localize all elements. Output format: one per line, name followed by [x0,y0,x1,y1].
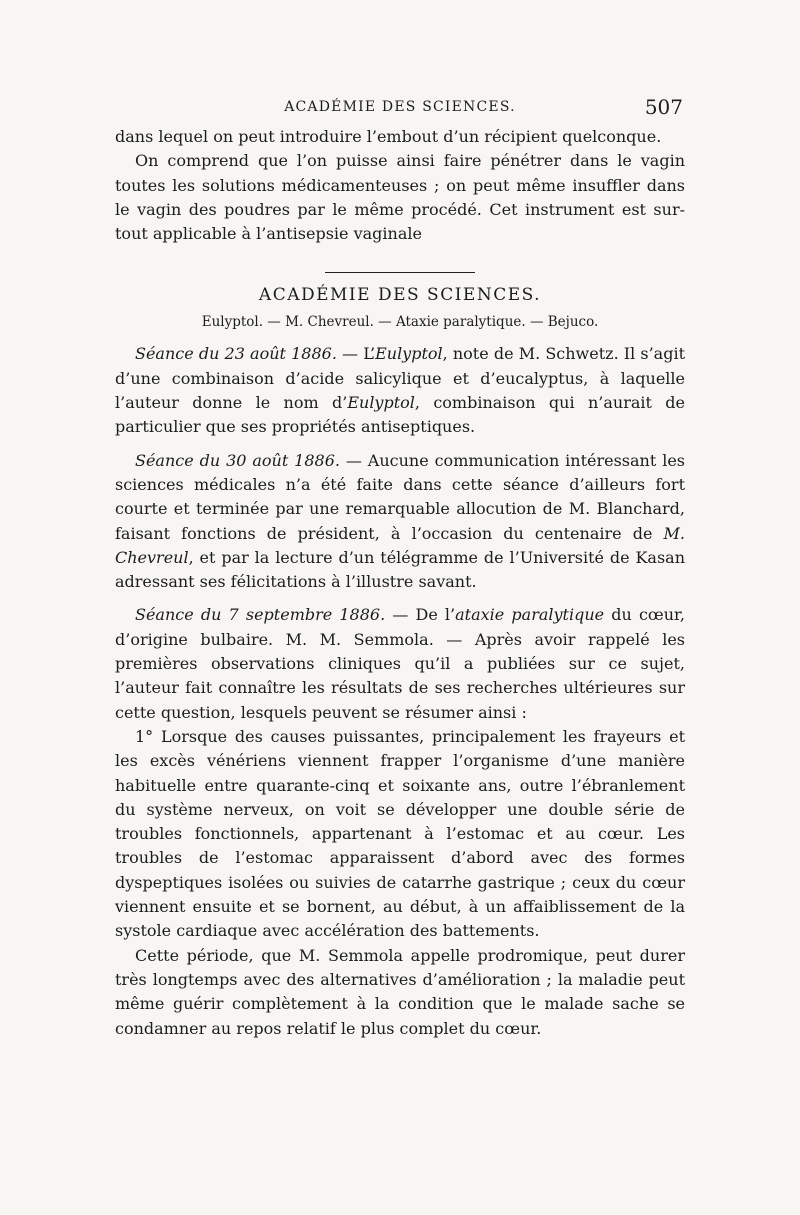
entry-date: Séance du 7 septembre 1886. [135,605,386,625]
entry-date: Séance du 23 août 1886. [135,344,337,364]
section-title: ACADÉMIE DES SCIENCES. [258,285,542,306]
book-page [115,95,685,1041]
section-summary: Eulyptol. — M. Chevreul. — Ataxie paralytique. — Bejuco. [201,314,599,331]
entry-rest: , combinaison qui n’aurait de particulier que ses propriétés antiseptiques. [115,393,685,437]
entry-date: Séance du 30 août 1886. [135,450,340,470]
prodromic-period-paragraph: Cette période, que M. Semmola appelle prodromique, peut durer très longtemps avec des alternatives d’amélioration ; la maladie peut même guérir complètement à la condition que le malade sache se condamner au repos relatif le plus complet du cœur. [115,945,685,1038]
entry-term-2: Eulyptol [347,393,415,413]
entry-30-aout [115,449,685,595]
running-title: ACADÉMIE DES SCIENCES. [284,99,516,115]
intro-paragraph-2: On comprend que l’on puisse ainsi faire pénétrer dans le vagin toutes les solutions médicamenteuses ; on peut même insuffler dans le vagin des poudres par le même procédé. Cet instrument est sur- tout applicable à l’antisepsie vaginale [115,151,685,244]
section-divider [325,272,475,273]
intro-paragraph-1: dans lequel on peut introduire l’embout d’un récipient quelconque. [115,127,662,146]
entry-term: Eulyptol [375,344,443,364]
entry-lead: — Aucune communication intéressant les sciences médicales n’a été faite dans cette séance d’ailleurs fort courte et terminée par une remarquable allocution de M. Blanchard, faisant fonctions de président, à l’occasion du centenaire de [115,450,685,543]
entry-lead: — L’ [336,344,376,364]
page-number: 507 [644,95,683,119]
entry-lead: — De l’ [385,605,456,625]
entry-rest: , et par la lecture d’un télégramme de l’Université de Kasan adressant ses félicitations à l’illustre savant. [115,547,685,592]
entry-23-aout [115,342,685,439]
entry-term: ataxie paralytique [455,605,605,625]
running-head [115,95,685,125]
entry-7-septembre [115,603,685,724]
entry-term: M. Chevreul [115,523,685,567]
entry-rest: du cœur, d’origine bulbaire. M. M. Semmola. — Après avoir rappelé les premières observations cliniques qu’il a publiées sur ce sujet, l’auteur fait connaître les résultats de ses recherches ultérieures sur cette question, lesquels peuvent se résumer ainsi : [115,605,685,722]
point-1-paragraph: 1° Lorsque des causes puissantes, principalement les frayeurs et les excès vénériens viennent frapper l’organisme d’une manière habituelle entre quarante-cinq et soixante ans, outre l’ébranlement du système nerveux, on voit se développer une double série de troubles fonctionnels, appartenant à l’estomac et au cœur. Les troubles de l’estomac apparaissent d’abord avec des formes dyspeptiques isolées ou suivies de catarrhe gastrique ; ceux du cœur viennent ensuite et se bornent, au début, à un affaiblissement de la systole cardiaque avec accélération des battements. [115,726,685,941]
entry-text: , note de M. Schwetz. Il s’agit d’une combinaison d’acide salicylique et d’eucalyptus, à laquelle l’auteur donne le nom d’ [115,344,686,413]
